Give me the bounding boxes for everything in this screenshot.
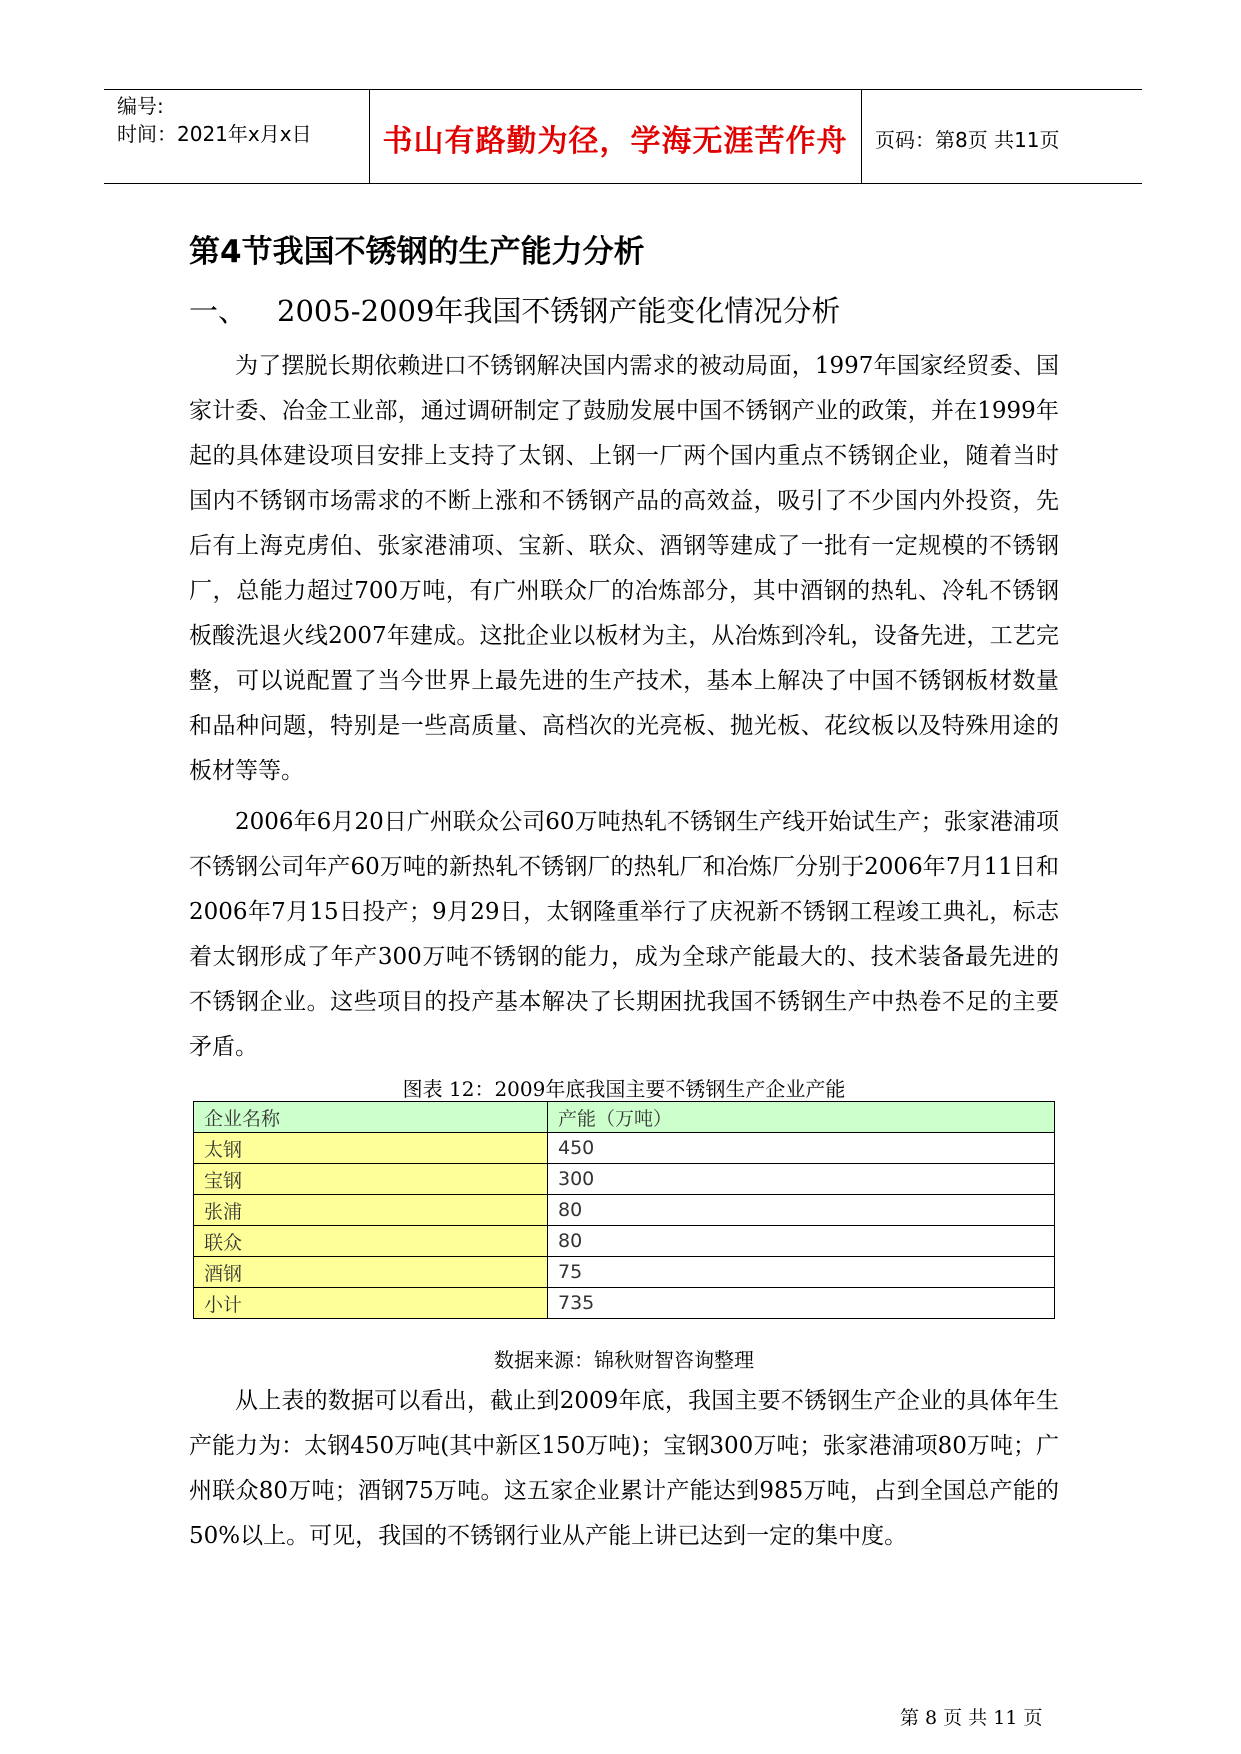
- paragraph-text: 2006年6月20日广州联众公司60万吨热轧不锈钢生产线开始试生产；张家港浦项不锈钢公司年产60万吨的新热轧不锈钢厂的热轧厂和冶炼厂分别于2006年7月11日和2006年7月15日投产；9月29日，太钢隆重举行了庆祝新不锈钢工程竣工典礼，标志着太钢形成了年产300万吨不锈钢的能力，成为全球产能最大的、技术装备最先进的不锈钢企业。这些项目的投产基本解决了长期困扰我国不锈钢生产中热卷不足的主要矛盾。: [189, 809, 1059, 1060]
- table-cell-company: 宝钢: [194, 1164, 548, 1195]
- header-motto: 书山有路勤为径，学海无涯苦作舟: [382, 124, 848, 159]
- table-cell-company: 酒钢: [194, 1257, 548, 1288]
- paragraph-3: [189, 1379, 1059, 1559]
- table-cell-capacity: 735: [548, 1288, 1055, 1319]
- table-header-row: [194, 1102, 1055, 1133]
- table-cell-capacity: 75: [548, 1257, 1055, 1288]
- table-caption: 图表 12：2009年底我国主要不锈钢生产企业产能: [402, 1077, 846, 1101]
- paragraph-text: 为了摆脱长期依赖进口不锈钢解决国内需求的被动局面，1997年国家经贸委、国家计委、冶金工业部，通过调研制定了鼓励发展中国不锈钢产业的政策，并在1999年起的具体建设项目安排上支持了太钢、上钢一厂两个国内重点不锈钢企业，随着当时国内不锈钢市场需求的不断上涨和不锈钢产品的高效益，吸引了不少国内外投资，先后有上海克虏伯、张家港浦项、宝新、联众、酒钢等建成了一批有一定规模的不锈钢厂，总能力超过700万吨，有广州联众厂的冶炼部分，其中酒钢的热轧、冷轧不锈钢板酸洗退火线2007年建成。这批企业以板材为主，从冶炼到冷轧，设备先进，工艺完整，可以说配置了当今世界上最先进的生产技术，基本上解决了中国不锈钢板材数量和品种问题，特别是一些高质量、高档次的光亮板、抛光板、花纹板以及特殊用途的板材等等。: [189, 353, 1059, 784]
- paragraph-2: [189, 800, 1059, 1070]
- header-bottom-rule: [104, 183, 1142, 184]
- paragraph-text: 从上表的数据可以看出，截止到2009年底，我国主要不锈钢生产企业的具体年生产能力为：太钢450万吨(其中新区150万吨)；宝钢300万吨；张家港浦项80万吨；广州联众80万吨；酒钢75万吨。这五家企业累计产能达到985万吨，占到全国总产能的50%以上。可见，我国的不锈钢行业从产能上讲已达到一定的集中度。: [189, 1388, 1059, 1549]
- table-cell-company: 小计: [194, 1288, 548, 1319]
- table-cell-company: 太钢: [194, 1133, 548, 1164]
- table-cell-capacity: 80: [548, 1226, 1055, 1257]
- table-header-cell: 企业名称: [194, 1102, 548, 1133]
- header-top-rule: [104, 89, 1142, 90]
- table-header-cell: 产能（万吨）: [548, 1102, 1055, 1133]
- page-footer: 第 8 页 共 11 页: [900, 1707, 1043, 1729]
- paragraph-1: [189, 344, 1059, 794]
- table-cell-capacity: 80: [548, 1195, 1055, 1226]
- table-row: [194, 1133, 1055, 1164]
- header-time-label: 时间：2021年x月x日: [117, 122, 312, 146]
- table-row: [194, 1164, 1055, 1195]
- table-cell-company: 张浦: [194, 1195, 548, 1226]
- table-cell-capacity: 300: [548, 1164, 1055, 1195]
- section-title: 第4节我国不锈钢的生产能力分析: [189, 234, 645, 270]
- subsection-title: [189, 289, 840, 330]
- subsection-text: 2005-2009年我国不锈钢产能变化情况分析: [277, 294, 841, 328]
- table-source: 数据来源：锦秋财智咨询整理: [494, 1348, 754, 1372]
- table-row: [194, 1288, 1055, 1319]
- table-row: [194, 1226, 1055, 1257]
- table-cell-company: 联众: [194, 1226, 548, 1257]
- header-page-label: 页码：第8页 共11页: [875, 128, 1060, 152]
- capacity-table: [193, 1101, 1055, 1319]
- table-row: [194, 1257, 1055, 1288]
- subsection-number: 一、: [189, 294, 248, 328]
- header-divider-right: [861, 89, 862, 183]
- header-number-label: 编号:: [117, 94, 164, 118]
- table-cell-capacity: 450: [548, 1133, 1055, 1164]
- table-row: [194, 1195, 1055, 1226]
- header-left: [117, 92, 312, 148]
